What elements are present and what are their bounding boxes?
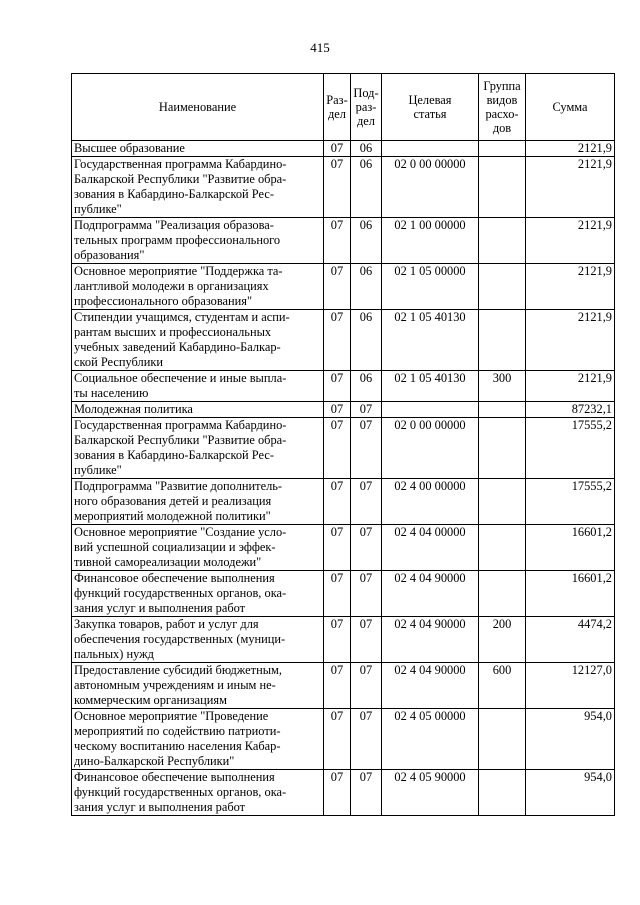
header-name: Наименование (72, 74, 324, 141)
table-row (72, 264, 615, 310)
table-row (72, 141, 615, 157)
cell-name: Государственная программа Кабардино- Балкарской Республики "Развитие обра- зования в Кабардино-Балкарской Рес- публике" (72, 157, 324, 218)
cell-group (479, 402, 526, 418)
cell-name: Основное мероприятие "Проведение мероприятий по содействию патриоти- ческому воспитанию населения Кабар- дино-Балкарской Республики" (72, 709, 324, 770)
header-section: Раз- дел (324, 74, 351, 141)
header-subsection: Под- раз- дел (351, 74, 382, 141)
cell-name: Закупка товаров, работ и услуг для обеспечения государственных (муници- пальных) нужд (72, 617, 324, 663)
cell-subsection: 07 (351, 663, 382, 709)
cell-target: 02 4 04 90000 (382, 571, 479, 617)
cell-sum: 12127,0 (526, 663, 615, 709)
cell-name: Социальное обеспечение и иные выпла- ты населению (72, 371, 324, 402)
cell-name: Высшее образование (72, 141, 324, 157)
cell-name: Основное мероприятие "Поддержка та- лантливой молодежи в организациях профессионального образования" (72, 264, 324, 310)
cell-target: 02 4 04 00000 (382, 525, 479, 571)
table-body (72, 141, 615, 816)
cell-target: 02 0 00 00000 (382, 157, 479, 218)
cell-group (479, 264, 526, 310)
cell-target: 02 4 04 90000 (382, 663, 479, 709)
cell-sum: 954,0 (526, 770, 615, 816)
cell-name: Стипендии учащимся, студентам и аспи- рантам высших и профессиональных учебных заведений Кабардино-Балкар- ской Республики (72, 310, 324, 371)
cell-section: 07 (324, 663, 351, 709)
cell-group (479, 571, 526, 617)
cell-name: Финансовое обеспечение выполнения функций государственных органов, ока- зания услуг и выполнения работ (72, 770, 324, 816)
table-row (72, 663, 615, 709)
cell-target: 02 1 05 00000 (382, 264, 479, 310)
cell-sum: 2121,9 (526, 264, 615, 310)
cell-section: 07 (324, 571, 351, 617)
table-row (72, 479, 615, 525)
header-target: Целевая статья (382, 74, 479, 141)
cell-group (479, 310, 526, 371)
cell-sum: 2121,9 (526, 141, 615, 157)
cell-subsection: 07 (351, 479, 382, 525)
table-row (72, 418, 615, 479)
cell-name: Предоставление субсидий бюджетным, автономным учреждениям и иным не- коммерческим организациям (72, 663, 324, 709)
cell-sum: 2121,9 (526, 157, 615, 218)
table-row (72, 310, 615, 371)
cell-sum: 2121,9 (526, 371, 615, 402)
cell-group (479, 418, 526, 479)
cell-subsection: 07 (351, 571, 382, 617)
table-row (72, 218, 615, 264)
cell-group (479, 525, 526, 571)
cell-sum: 17555,2 (526, 418, 615, 479)
cell-section: 07 (324, 418, 351, 479)
cell-section: 07 (324, 617, 351, 663)
cell-target: 02 1 00 00000 (382, 218, 479, 264)
cell-target (382, 141, 479, 157)
cell-subsection: 06 (351, 371, 382, 402)
cell-section: 07 (324, 141, 351, 157)
cell-section: 07 (324, 479, 351, 525)
cell-sum: 87232,1 (526, 402, 615, 418)
cell-subsection: 07 (351, 525, 382, 571)
cell-target: 02 4 04 90000 (382, 617, 479, 663)
cell-group: 200 (479, 617, 526, 663)
cell-name: Финансовое обеспечение выполнения функций государственных органов, ока- зания услуг и выполнения работ (72, 571, 324, 617)
page-number: 415 (310, 40, 330, 55)
table-row (72, 617, 615, 663)
cell-name: Основное мероприятие "Создание усло- вий успешной социализации и эффек- тивной самореализации молодежи" (72, 525, 324, 571)
cell-subsection: 06 (351, 264, 382, 310)
cell-target: 02 0 00 00000 (382, 418, 479, 479)
cell-subsection: 07 (351, 709, 382, 770)
table-row (72, 525, 615, 571)
cell-name: Подпрограмма "Реализация образова- тельных программ профессионального образования" (72, 218, 324, 264)
cell-subsection: 06 (351, 310, 382, 371)
table-header-row (72, 74, 615, 141)
cell-sum: 4474,2 (526, 617, 615, 663)
cell-section: 07 (324, 157, 351, 218)
cell-subsection: 06 (351, 141, 382, 157)
cell-subsection: 07 (351, 617, 382, 663)
cell-section: 07 (324, 218, 351, 264)
cell-group (479, 218, 526, 264)
cell-group (479, 479, 526, 525)
header-sum: Сумма (526, 74, 615, 141)
cell-group (479, 770, 526, 816)
cell-subsection: 07 (351, 770, 382, 816)
cell-target: 02 4 05 00000 (382, 709, 479, 770)
cell-name: Государственная программа Кабардино- Балкарской Республики "Развитие обра- зования в Кабардино-Балкарской Рес- публике" (72, 418, 324, 479)
cell-sum: 16601,2 (526, 571, 615, 617)
cell-group (479, 157, 526, 218)
table-row (72, 402, 615, 418)
table-row (72, 709, 615, 770)
cell-group: 600 (479, 663, 526, 709)
cell-target: 02 1 05 40130 (382, 310, 479, 371)
cell-sum: 17555,2 (526, 479, 615, 525)
cell-sum: 954,0 (526, 709, 615, 770)
cell-sum: 2121,9 (526, 310, 615, 371)
budget-table (71, 73, 615, 816)
cell-subsection: 06 (351, 218, 382, 264)
cell-group (479, 141, 526, 157)
cell-section: 07 (324, 770, 351, 816)
cell-section: 07 (324, 709, 351, 770)
cell-sum: 2121,9 (526, 218, 615, 264)
cell-name: Молодежная политика (72, 402, 324, 418)
cell-subsection: 06 (351, 157, 382, 218)
table-row (72, 770, 615, 816)
cell-name: Подпрограмма "Развитие дополнитель- ного образования детей и реализация мероприятий молодежной политики" (72, 479, 324, 525)
cell-target (382, 402, 479, 418)
cell-subsection: 07 (351, 402, 382, 418)
cell-target: 02 1 05 40130 (382, 371, 479, 402)
cell-subsection: 07 (351, 418, 382, 479)
cell-section: 07 (324, 310, 351, 371)
cell-sum: 16601,2 (526, 525, 615, 571)
table-row (72, 571, 615, 617)
cell-section: 07 (324, 264, 351, 310)
cell-target: 02 4 00 00000 (382, 479, 479, 525)
table-row (72, 157, 615, 218)
header-group: Группа видов расхо- дов (479, 74, 526, 141)
cell-section: 07 (324, 525, 351, 571)
cell-group (479, 709, 526, 770)
cell-target: 02 4 05 90000 (382, 770, 479, 816)
cell-section: 07 (324, 402, 351, 418)
cell-section: 07 (324, 371, 351, 402)
table-row (72, 371, 615, 402)
cell-group: 300 (479, 371, 526, 402)
